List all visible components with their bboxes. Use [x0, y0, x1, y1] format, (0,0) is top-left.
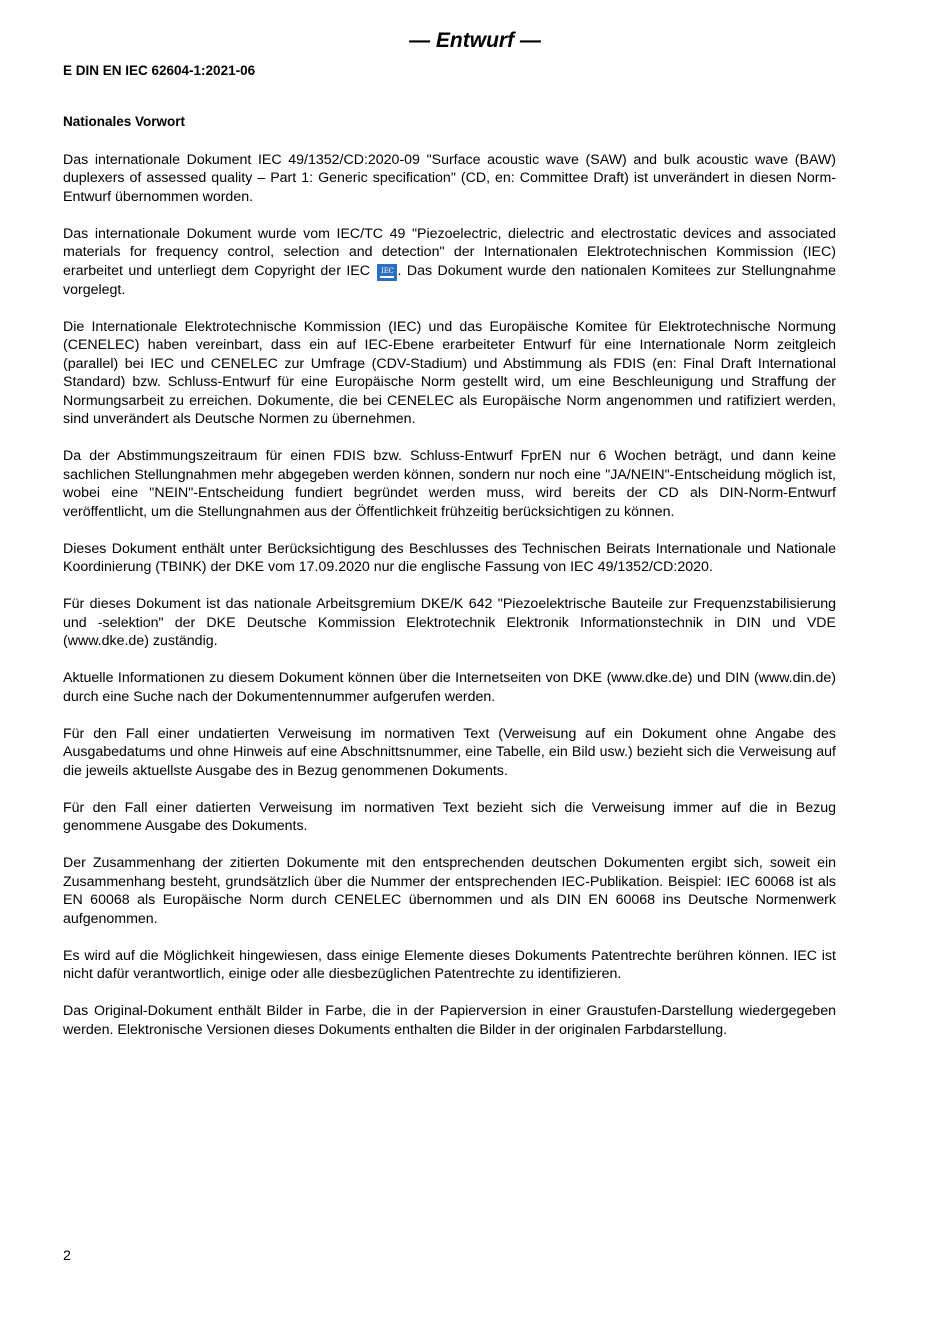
- paragraph-10: Der Zusammenhang der zitierten Dokumente mit den entsprechenden deutschen Dokumenten ergibt sich, soweit ein Zusammenhang besteht, grundsätzlich über die Nummer der entsprechenden IEC-Publikation. Beispiel: IEC 60068 ist als EN 60068 als Europäische Norm durch CENELEC übernommen und als DIN EN 60068 ins Deutsche Normenwerk aufgenommen.: [63, 855, 836, 927]
- paragraph-11: Es wird auf die Möglichkeit hingewiesen, dass einige Elemente dieses Dokuments Patentrechte berühren können. IEC ist nicht dafür verantwortlich, einige oder alle diesbezüglichen Patentrechte zu identifizieren.: [63, 947, 836, 982]
- page-number: 2: [63, 1248, 71, 1264]
- paragraph-2-text-after-logo: . Das Dokument wurde den nationalen Komitees zur Stellungnahme vorgelegt.: [63, 262, 836, 298]
- document-body: [63, 113, 836, 1058]
- paragraph-2: [63, 225, 836, 300]
- paragraph-4: Da der Abstimmungszeitraum für einen FDIS bzw. Schluss-Entwurf FprEN nur 6 Wochen beträgt, und dann keine sachlichen Stellungnahmen mehr abgegeben werden können, sondern nur noch eine "JA/NEIN"-Entscheidung möglich ist, wobei eine "NEIN"-Entscheidung fundiert begründet werden muss, wird bereits der CD als DIN-Norm-Entwurf veröffentlicht, um die Stellungnahmen aus der Öffentlichkeit frühzeitig berücksichtigen zu können.: [63, 448, 836, 520]
- paragraph-7: Aktuelle Informationen zu diesem Dokument können über die Internetseiten von DKE (www.dke.de) und DIN (www.din.de) durch eine Suche nach der Dokumentennummer aufgerufen werden.: [63, 670, 836, 705]
- paragraph-6: Für dieses Dokument ist das nationale Arbeitsgremium DKE/K 642 "Piezoelektrische Bauteile zur Frequenzstabilisierung und -selektion" der DKE Deutsche Kommission Elektrotechnik Elektronik Informationstechnik in DIN und VDE (www.dke.de) zuständig.: [63, 596, 836, 649]
- paragraph-9: Für den Fall einer datierten Verweisung im normativen Text bezieht sich die Verweisung immer auf die in Bezug genommene Ausgabe des Dokuments.: [63, 799, 836, 834]
- paragraph-8: Für den Fall einer undatierten Verweisung im normativen Text (Verweisung auf ein Dokument ohne Angabe des Ausgabedatums und ohne Hinweis auf eine Abschnittsnummer, eine Tabelle, ein Bild usw.) bezieht sich die Verweisung auf die jeweils aktuellste Ausgabe des in Bezug genommenen Dokuments.: [63, 725, 836, 779]
- paragraph-5: Dieses Dokument enthält unter Berücksichtigung des Beschlusses des Technischen Beirats Internationale und Nationale Koordinierung (TBINK) der DKE vom 17.09.2020 nur die englische Fassung von IEC 49/1352/CD:2020.: [63, 540, 836, 575]
- paragraph-2-text-before-logo: Das internationale Dokument wurde vom IEC/TC 49 "Piezoelectric, dielectric and electrostatic devices and associated materials for frequency control, selection and detection" der Internationalen Elektrotechnischen Kommission (IEC) erarbeitet und unterliegt dem Copyright der IEC: [63, 225, 836, 279]
- paragraph-1: Das internationale Dokument IEC 49/1352/CD:2020-09 "Surface acoustic wave (SAW) and bulk acoustic wave (BAW) duplexers of assessed quality – Part 1: Generic specification" (CD, en: Committee Draft) ist unverändert in diesen Norm-Entwurf übernommen worden.: [63, 151, 836, 205]
- paragraph-3: Die Internationale Elektrotechnische Kommission (IEC) und das Europäische Komitee für Elektrotechnische Normung (CENELEC) haben vereinbart, dass ein auf IEC-Ebene erarbeiteter Entwurf für eine Internationale Norm zeitgleich (parallel) bei IEC und CENELEC zur Umfrage (CDV-Stadium) und Abstimmung als FDIS (en: Final Draft International Standard) bzw. Schluss-Entwurf für eine Europäische Norm gestellt wird, um eine Beschleunigung und Straffung der Normungsarbeit zu erreichen. Dokumente, die bei CENELEC als Europäische Norm angenommen und ratifiziert werden, sind unverändert als Deutsche Normen zu übernehmen.: [63, 318, 836, 427]
- document-identifier: E DIN EN IEC 62604-1:2021-06: [63, 63, 256, 78]
- section-title: Nationales Vorwort: [63, 114, 186, 129]
- paragraph-12: Das Original-Dokument enthält Bilder in Farbe, die in der Papierversion in einer Graustufen-Darstellung wiedergegeben werden. Elektronische Versionen dieses Dokuments enthalten die Bilder in der originalen Farbdarstellung.: [63, 1003, 836, 1038]
- draft-title: — Entwurf —: [409, 29, 541, 52]
- iec-logo-icon: IEC: [377, 264, 397, 281]
